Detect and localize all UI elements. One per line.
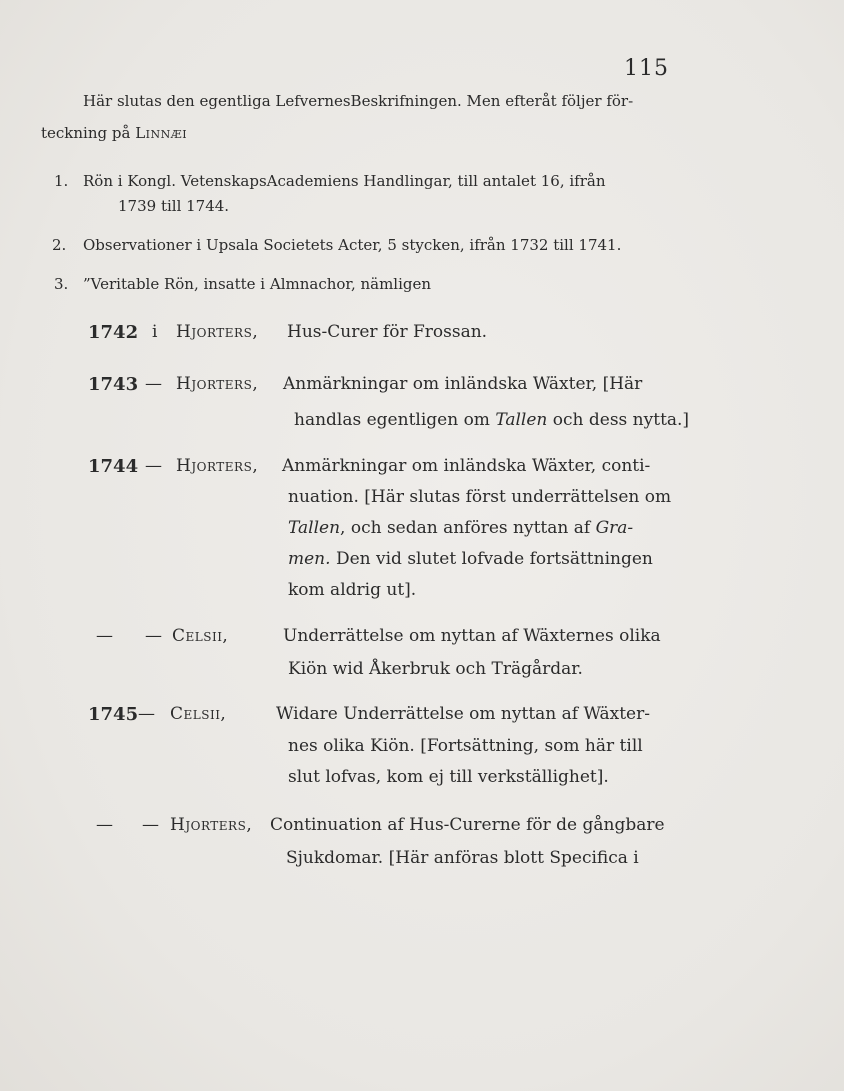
entry-text: Hus-Curer för Frossan. bbox=[287, 322, 488, 342]
entry-text: Continuation af Hus-Curerne för de gångbare bbox=[270, 815, 665, 835]
entry-author: Hjorters, bbox=[176, 374, 259, 394]
entry-year: 1744 bbox=[88, 456, 139, 477]
list-item-text: Observationer i Upsala Societets Acter, 5 stycken, ifrån 1732 till 1741. bbox=[83, 236, 622, 254]
entry-dash: — bbox=[142, 815, 159, 835]
entry-text: slut lofvas, kom ej till verkställighet]. bbox=[288, 767, 609, 787]
entry-year: — bbox=[96, 815, 113, 835]
entry-text: Underrättelse om nyttan af Wäxternes olika bbox=[283, 626, 661, 646]
intro-line-2-name: Linnæi bbox=[135, 124, 188, 142]
page-number: 115 bbox=[624, 56, 669, 81]
entry-text: Anmärkningar om inländska Wäxter, [Här bbox=[283, 374, 643, 394]
entry-text: nes olika Kiön. [Fortsättning, som här till bbox=[288, 736, 643, 756]
entry-text: nuation. [Här slutas först underrättelsen om bbox=[288, 487, 672, 507]
entry-dash: — bbox=[138, 704, 155, 724]
entry-text: Anmärkningar om inländska Wäxter, conti- bbox=[282, 456, 651, 476]
entry-text-suffix: och dess nytta.] bbox=[547, 410, 690, 430]
list-item-number: 2. bbox=[52, 236, 67, 254]
entry-text-italic: men. bbox=[288, 549, 331, 569]
entry-year: 1743 bbox=[88, 374, 139, 395]
entry-author: Hjorters, bbox=[170, 815, 253, 835]
entry-text-italic: Gra- bbox=[595, 518, 634, 538]
list-item-continuation: 1739 till 1744. bbox=[118, 197, 230, 215]
intro-line-1: Här slutas den egentliga LefvernesBeskrifningen. Men efteråt följer för- bbox=[83, 92, 634, 110]
entry-text bbox=[288, 549, 653, 569]
intro-line-2-prefix: teckning på bbox=[41, 124, 136, 142]
list-item-text: Rön i Kongl. VetenskapsAcademiens Handlingar, till antalet 16, ifrån bbox=[83, 172, 606, 190]
list-item-number: 3. bbox=[54, 275, 69, 293]
entry-dash: — bbox=[145, 456, 162, 476]
entry-text-suffix: Den vid slutet lofvade fortsättningen bbox=[330, 549, 653, 569]
entry-dash: — bbox=[145, 626, 162, 646]
entry-text-italic: Tallen bbox=[288, 518, 341, 538]
entry-text bbox=[288, 518, 633, 538]
entry-author: Hjorters, bbox=[176, 456, 259, 476]
entry-text: Kiön wid Åkerbruk och Trägårdar. bbox=[288, 659, 583, 679]
intro-line-2 bbox=[41, 124, 187, 142]
entry-text: kom aldrig ut]. bbox=[288, 580, 417, 600]
entry-year: 1742 bbox=[88, 322, 139, 343]
entry-text: Sjukdomar. [Här anföras blott Specifica i bbox=[286, 848, 639, 868]
entry-author: Hjorters, bbox=[176, 322, 259, 342]
entry-year: 1745 bbox=[88, 704, 139, 725]
entry-dash: — bbox=[145, 374, 162, 394]
entry-year: — bbox=[96, 626, 113, 646]
entry-text-suffix: , och sedan anföres nyttan af bbox=[340, 518, 596, 538]
entry-text-italic: Tallen bbox=[495, 410, 548, 430]
list-item-number: 1. bbox=[54, 172, 69, 190]
entry-author: Celsii, bbox=[172, 626, 229, 646]
entry-text: Widare Underrättelse om nyttan af Wäxter- bbox=[276, 704, 650, 724]
entry-text bbox=[294, 410, 689, 430]
entry-dash: i bbox=[152, 322, 158, 342]
entry-author: Celsii, bbox=[170, 704, 227, 724]
list-item-text: ”Veritable Rön, insatte i Almnachor, nämligen bbox=[83, 275, 432, 293]
entry-text-prefix: handlas egentligen om bbox=[294, 410, 496, 430]
